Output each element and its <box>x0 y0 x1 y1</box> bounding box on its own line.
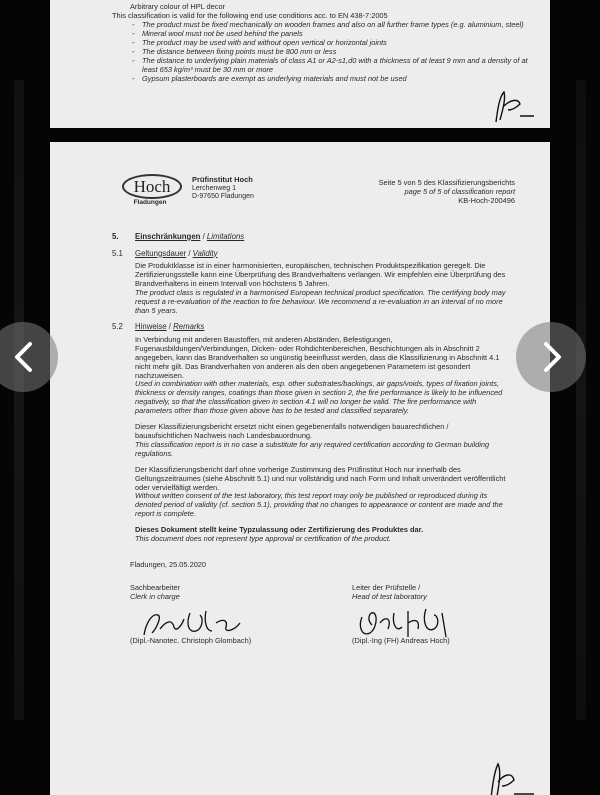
end-use-item: - The distance between fixing points must be 800 mm or less <box>142 47 530 56</box>
left-edge-artifact <box>14 80 24 720</box>
section-title-en: Limitations <box>206 232 245 241</box>
initials-signature <box>490 86 540 126</box>
institute-address <box>192 176 254 202</box>
validity-text-en: The product class is regulated in a harmonised European technical product specification. The certifying body may request a re-evaluation of the reaction to fire behaviour. We recommend a re-evaluation in an interval of no more than 5 years. <box>135 287 506 315</box>
remarks-p1-en: Used in combination with other materials, esp. other substrates/backings, air gaps/voids, types of fixation joints, thickness or density ranges, coatings than those given in section 2, the fire performance is likely to be influenced negatively, so that the classification given in section 4.1 will no longer be valid. The fire performance with parameters other than those given above has to be tested and classified separately. <box>135 379 503 416</box>
remarks-p3-en: Without written consent of the test laboratory, this test report may only be published or reproduced during its denoted period of validity (cf. section 5.1), providing that no changes to appearance or content are made and the report is complete. <box>135 491 503 519</box>
logo-text: Hoch <box>122 174 182 199</box>
clerk-role-de: Sachbearbeiter <box>130 582 181 592</box>
hoch-logo <box>120 172 180 208</box>
clerk-role-en: Clerk in charge <box>130 591 180 601</box>
institute-city: D-97650 Fladungen <box>192 193 254 200</box>
logo-subtitle: Fladungen <box>133 199 167 206</box>
remarks-p2-de: Dieser Klassifizierungsbericht ersetzt nicht einen gegebenenfalls notwendigen bauarechtlichen / bauaufsichtlichen Nachweis nach Landesbauordnung. <box>135 422 449 440</box>
page-info-en: page 5 of 5 of classification report <box>404 187 515 196</box>
end-use-conditions <box>112 2 530 83</box>
subsection-number: 5.2 <box>112 322 123 332</box>
subsection-title-de: Geltungsdauer <box>135 248 187 258</box>
page-header <box>120 172 515 214</box>
section-heading <box>112 232 507 242</box>
end-use-intro: This classification is valid for the following end use conditions acc. to EN 438-7:2005 <box>112 11 388 20</box>
title-separator: / <box>200 232 207 241</box>
page-info-de: Seite 5 von 5 des Klassifizierungsberichts <box>378 178 515 187</box>
end-use-item: - The product must be fixed mechanically on wooden frames and also on all further frame types (e.g. aluminium, steel) <box>142 20 530 29</box>
section-number: 5. <box>112 232 119 241</box>
report-page <box>50 142 550 795</box>
remarks-p2-en: This classification report is in no case a substitute for any required certification according to German building regulations. <box>135 439 490 458</box>
institute-name: Prüfinstitut Hoch <box>192 175 253 184</box>
head-role-de: Leiter der Prüfstelle / <box>352 582 421 592</box>
next-page-button[interactable] <box>516 322 586 392</box>
subsection-title-en: Validity <box>192 248 218 258</box>
subsection-number: 5.1 <box>112 248 123 258</box>
subsection-title-en: Remarks <box>173 322 205 332</box>
remarks-p4-en: This document does not represent type approval or certification of the product. <box>135 534 391 544</box>
section-title-de: Einschränkungen <box>135 232 201 241</box>
head-signature <box>352 583 427 601</box>
end-use-item: - The product may be used with and without open vertical or horizontal joints <box>142 38 530 47</box>
remarks-p1-de: In Verbindung mit anderen Baustoffen, mit anderen Abständen, Befestigungen, Fugenausbildungen/Verbindungen, Dicken- oder Rohdichtenbereichen, Beschichtungen als in Abschnitt 2 angegeben, kann das Brandverhalten so ungünstig beeinflusst werden, dass die Klassifizierung in Abschnitt 4.1 nicht mehr gilt. Das Brandverhalten von anderen als den oben angegebenen Parametern ist gesondert nachzuweisen. <box>135 334 500 380</box>
end-use-list <box>130 20 530 83</box>
subsection-heading: 5.2 Hinweise / Remarks <box>112 322 205 332</box>
initials-signature <box>480 742 540 795</box>
page-body <box>112 232 507 653</box>
institute-street: Lerchenweg 1 <box>192 184 236 192</box>
end-use-item: - Mineral wool must not be used behind the panels <box>142 29 530 38</box>
previous-page <box>50 0 550 128</box>
end-use-item: - The distance to underlying plain materials of class A1 or A2-s1,d0 with a thickness of at least 9 mm and a density of at least 653 kg/m³ must be 30 mm or more <box>142 56 530 74</box>
subsection-title-de: Hinweise <box>135 322 167 332</box>
subsection-heading: 5.1 Geltungsdauer / Validity <box>112 248 218 258</box>
chevron-right-icon <box>538 341 566 373</box>
sign-date: Fladungen, 25.05.2020 <box>130 559 207 569</box>
head-name: (Dipl.-Ing (FH) Andreas Hoch) <box>352 635 450 645</box>
remarks-p4-de: Dieses Dokument stellt keine Typzulassung oder Zertifizierung des Produktes dar. <box>135 525 424 535</box>
page-info <box>379 178 515 205</box>
head-role-en: Head of test laboratory <box>352 591 427 601</box>
right-edge-artifact <box>576 80 586 720</box>
clerk-name: (Dipl.-Nanotec. Christoph Glombach) <box>130 635 252 645</box>
remarks-p3-de: Der Klassifizierungsbericht darf ohne vorherige Zustimmung des Prüfinstitut Hoch nur innerhalb des Geltungszeitraumes (siehe Abschnitt 5.1) und nur vollständig und nach Form und Inhalt unverändert veröffentlicht oder vervielfältigt werden. <box>135 464 506 492</box>
validity-text-de: Die Produktklasse ist in einer harmonisierten, europäischen, technischen Produktspezifikation geregelt. Die Zertifizierungsstelle kann eine Überprüfung des Brandverhaltens verlangen. Wir empfehlen eine Überprüfung des Brandverhaltens in einem Intervall von höchstens 5 Jahren. <box>135 261 506 288</box>
signature-block <box>112 583 507 653</box>
report-number: KB-Hoch-200496 <box>458 196 515 205</box>
clerk-signature <box>130 583 180 601</box>
decor-line: Arbitrary colour of HPL decor <box>130 2 226 11</box>
end-use-item: - Gypsum plasterboards are exempt as underlying materials and must not be used <box>142 74 530 83</box>
chevron-left-icon <box>10 341 38 373</box>
